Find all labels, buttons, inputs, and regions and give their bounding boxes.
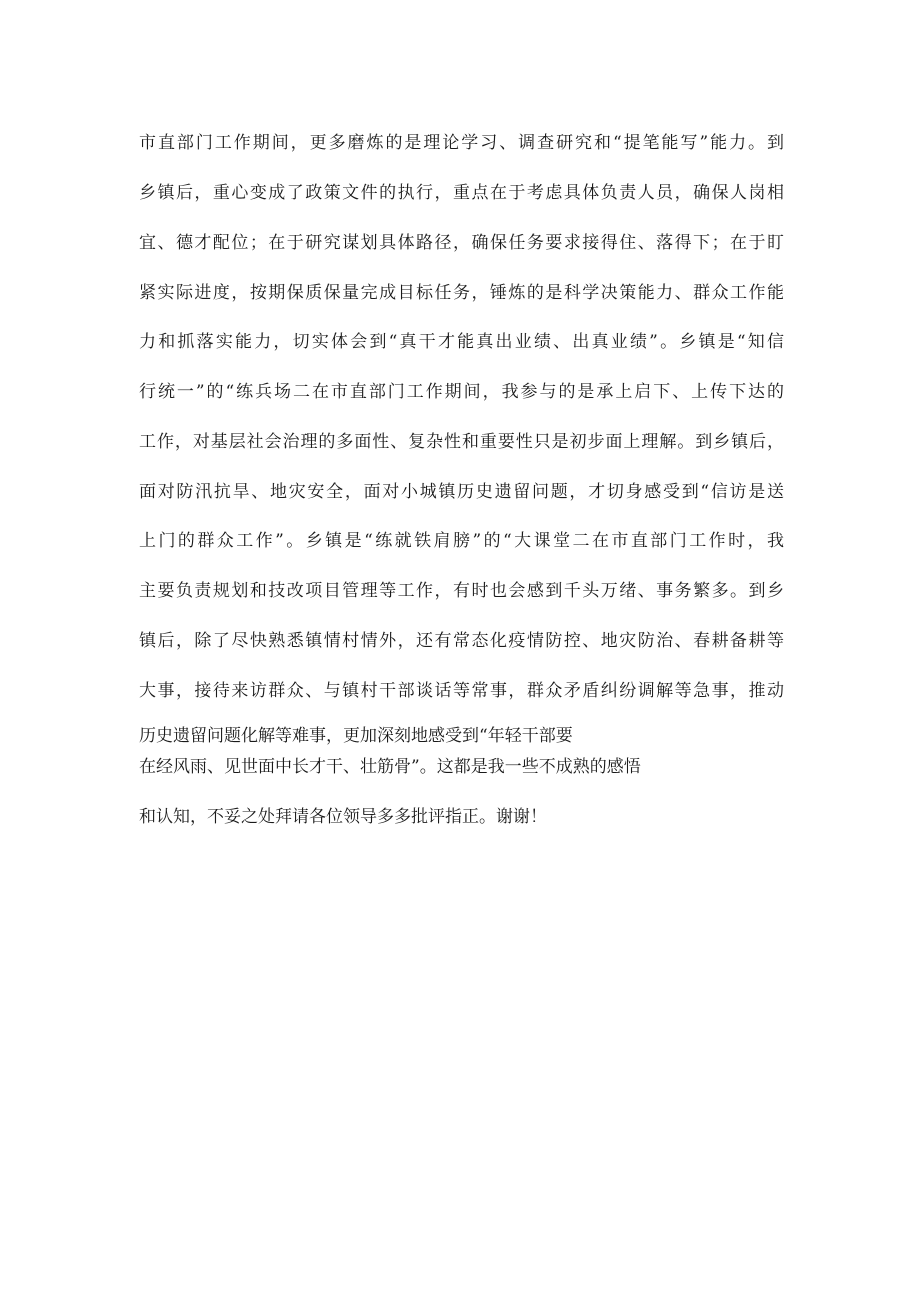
- paragraph-line-4: 紧实际进度，按期保质保量完成目标任务，锤炼的是科学决策能力、群众工作能: [139, 283, 784, 303]
- paragraph-line-3: 宜、德才配位；在于研究谋划具体路径，确保任务要求接得住、落得下；在于盯: [139, 233, 784, 253]
- paragraph-line-13: 历史遗留问题化解等难事，更加深刻地感受到“年轻干部要: [139, 726, 573, 746]
- paragraph-line-15: 和认知，不妥之处拜请各位领导多多批评指正。谢谢！: [139, 807, 547, 827]
- paragraph-line-7: 工作，对基层社会治理的多面性、复杂性和重要性只是初步面上理解。到乡镇后，: [139, 432, 784, 452]
- paragraph-line-10: 主要负责规划和技改项目管理等工作，有时也会感到千头万绪、事务繁多。到乡: [139, 581, 784, 601]
- paragraph-line-5: 力和抓落实能力，切实体会到“真干才能真出业绩、出真业绩”。乡镇是“知信: [139, 332, 784, 352]
- paragraph-line-9: 上门的群众工作”。乡镇是“练就铁肩膀”的“大课堂二在市直部门工作时，我: [139, 531, 784, 551]
- paragraph-line-12: 大事，接待来访群众、与镇村干部谈话等常事，群众矛盾纠纷调解等急事，推动: [139, 681, 784, 701]
- paragraph-line-8: 面对防汛抗旱、地灾安全，面对小城镇历史遗留问题，才切身感受到“信访是送: [139, 482, 784, 502]
- paragraph-line-2: 乡镇后，重心变成了政策文件的执行，重点在于考虑具体负责人员，确保人岗相: [139, 183, 784, 203]
- paragraph-line-1: 市直部门工作期间，更多磨炼的是理论学习、调查研究和“提笔能写”能力。到: [139, 133, 784, 153]
- paragraph-line-6: 行统一”的“练兵场二在市直部门工作期间，我参与的是承上启下、上传下达的: [139, 382, 784, 402]
- paragraph-line-14: 在经风雨、见世面中长才干、壮筋骨”。这都是我一些不成熟的感悟: [139, 757, 641, 777]
- paragraph-line-11: 镇后，除了尽快熟悉镇情村情外，还有常态化疫情防控、地灾防治、春耕备耕等: [139, 631, 784, 651]
